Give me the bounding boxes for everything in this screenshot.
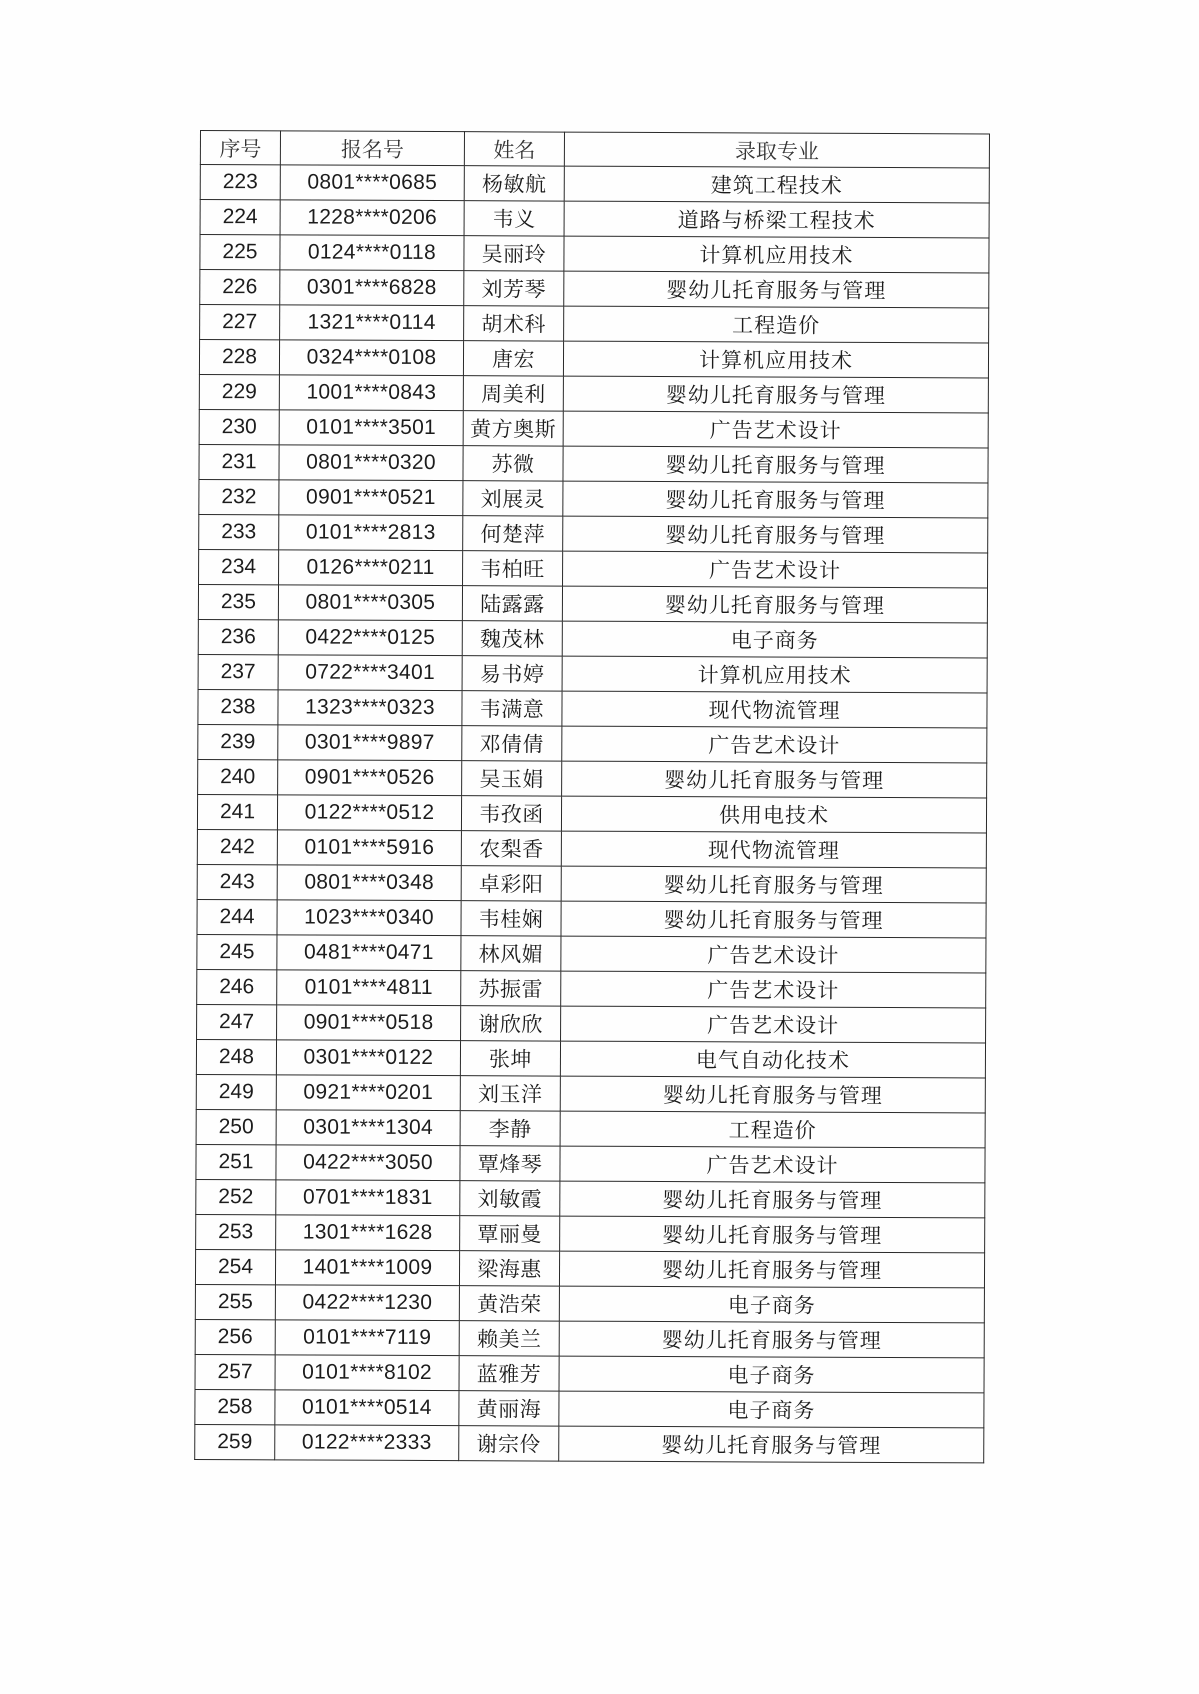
cell-major: 婴幼儿托育服务与管理 bbox=[562, 761, 987, 798]
cell-reg-number: 0101****7119 bbox=[275, 1320, 459, 1356]
cell-seq: 225 bbox=[200, 235, 280, 270]
cell-seq: 231 bbox=[199, 444, 279, 479]
cell-seq: 230 bbox=[199, 409, 279, 444]
cell-reg-number: 0801****0685 bbox=[280, 165, 464, 201]
cell-major: 广告艺术设计 bbox=[563, 551, 988, 588]
cell-reg-number: 0101****0514 bbox=[275, 1390, 459, 1426]
cell-reg-number: 1321****0114 bbox=[280, 305, 464, 341]
table-row bbox=[199, 374, 988, 412]
cell-name: 蓝雅芳 bbox=[459, 1356, 559, 1391]
cell-seq: 235 bbox=[198, 584, 278, 619]
table-row bbox=[196, 1074, 985, 1112]
cell-reg-number: 0422****3050 bbox=[276, 1145, 460, 1181]
cell-major: 电子商务 bbox=[559, 1286, 984, 1323]
cell-name: 唐宏 bbox=[463, 341, 563, 376]
cell-seq: 242 bbox=[197, 829, 277, 864]
table-row bbox=[198, 654, 987, 692]
cell-reg-number: 0301****6828 bbox=[280, 270, 464, 306]
cell-name: 李静 bbox=[460, 1111, 560, 1146]
cell-seq: 244 bbox=[197, 899, 277, 934]
cell-major: 现代物流管理 bbox=[562, 691, 987, 728]
cell-reg-number: 0126****0211 bbox=[279, 550, 463, 586]
cell-name: 黄方奥斯 bbox=[463, 411, 563, 446]
cell-major: 婴幼儿托育服务与管理 bbox=[560, 1181, 985, 1218]
table-row bbox=[200, 200, 989, 238]
cell-reg-number: 0101****2813 bbox=[279, 515, 463, 551]
cell-reg-number: 0122****2333 bbox=[275, 1425, 459, 1461]
cell-major: 电气自动化技术 bbox=[560, 1041, 985, 1078]
cell-name: 韦柏旺 bbox=[463, 551, 563, 586]
cell-major: 婴幼儿托育服务与管理 bbox=[563, 446, 988, 483]
cell-reg-number: 0122****0512 bbox=[277, 795, 461, 831]
header-name: 姓名 bbox=[464, 132, 564, 166]
table-row bbox=[199, 444, 988, 482]
cell-name: 赖美兰 bbox=[459, 1321, 559, 1356]
cell-seq: 232 bbox=[199, 479, 279, 514]
cell-reg-number: 0324****0108 bbox=[279, 340, 463, 376]
cell-seq: 240 bbox=[198, 759, 278, 794]
table-row bbox=[200, 165, 989, 203]
cell-seq: 254 bbox=[195, 1249, 275, 1284]
table-row bbox=[199, 549, 988, 587]
table-row bbox=[196, 1214, 985, 1252]
cell-seq: 239 bbox=[198, 724, 278, 759]
cell-seq: 241 bbox=[197, 794, 277, 829]
table-row bbox=[199, 409, 988, 447]
cell-major: 电子商务 bbox=[559, 1391, 984, 1428]
cell-major: 广告艺术设计 bbox=[561, 971, 986, 1008]
table-row bbox=[200, 235, 989, 273]
cell-major: 婴幼儿托育服务与管理 bbox=[559, 1251, 984, 1288]
cell-reg-number: 1023****0340 bbox=[277, 900, 461, 936]
cell-name: 易书婷 bbox=[462, 656, 562, 691]
table-row bbox=[196, 1039, 985, 1077]
cell-name: 杨敏航 bbox=[464, 166, 564, 201]
cell-reg-number: 0701****1831 bbox=[276, 1180, 460, 1216]
cell-reg-number: 0301****1304 bbox=[276, 1110, 460, 1146]
cell-reg-number: 0801****0305 bbox=[278, 585, 462, 621]
table-row bbox=[196, 1179, 985, 1217]
cell-major: 广告艺术设计 bbox=[561, 1006, 986, 1043]
cell-name: 周美利 bbox=[463, 376, 563, 411]
cell-name: 刘芳琴 bbox=[464, 271, 564, 306]
table-row bbox=[199, 340, 988, 378]
cell-reg-number: 0901****0518 bbox=[277, 1005, 461, 1041]
cell-seq: 228 bbox=[199, 340, 279, 375]
table-row bbox=[197, 934, 986, 972]
cell-reg-number: 0921****0201 bbox=[276, 1075, 460, 1111]
cell-reg-number: 0301****9897 bbox=[278, 725, 462, 761]
cell-major: 婴幼儿托育服务与管理 bbox=[563, 376, 988, 413]
cell-reg-number: 1323****0323 bbox=[278, 690, 462, 726]
admission-table bbox=[194, 130, 990, 1463]
cell-seq: 258 bbox=[195, 1389, 275, 1424]
cell-major: 婴幼儿托育服务与管理 bbox=[560, 1216, 985, 1253]
cell-reg-number: 0101****3501 bbox=[279, 410, 463, 446]
table-row bbox=[197, 794, 986, 832]
table-row bbox=[195, 1284, 984, 1322]
cell-seq: 259 bbox=[195, 1424, 275, 1459]
table-body bbox=[195, 165, 990, 1463]
cell-major: 婴幼儿托育服务与管理 bbox=[559, 1321, 984, 1358]
cell-reg-number: 0422****0125 bbox=[278, 620, 462, 656]
cell-reg-number: 0901****0521 bbox=[279, 480, 463, 516]
cell-name: 黄浩荣 bbox=[459, 1286, 559, 1321]
cell-seq: 227 bbox=[200, 305, 280, 340]
cell-seq: 255 bbox=[195, 1284, 275, 1319]
cell-major: 广告艺术设计 bbox=[563, 411, 988, 448]
table-row bbox=[199, 479, 988, 517]
cell-name: 覃丽曼 bbox=[460, 1216, 560, 1251]
cell-name: 谢宗伶 bbox=[459, 1426, 559, 1461]
table-row bbox=[196, 1109, 985, 1147]
cell-name: 吴玉娟 bbox=[462, 761, 562, 796]
cell-seq: 252 bbox=[196, 1179, 276, 1214]
table-row bbox=[198, 759, 987, 797]
cell-major: 广告艺术设计 bbox=[560, 1146, 985, 1183]
cell-name: 覃烽琴 bbox=[460, 1146, 560, 1181]
cell-major: 电子商务 bbox=[562, 621, 987, 658]
cell-seq: 224 bbox=[200, 200, 280, 235]
cell-reg-number: 0301****0122 bbox=[276, 1040, 460, 1076]
cell-major: 婴幼儿托育服务与管理 bbox=[563, 481, 988, 518]
table-row bbox=[199, 514, 988, 552]
header-reg: 报名号 bbox=[280, 131, 464, 166]
cell-major: 计算机应用技术 bbox=[564, 236, 989, 273]
table-row bbox=[195, 1389, 984, 1427]
cell-major: 婴幼儿托育服务与管理 bbox=[564, 271, 989, 308]
cell-major: 现代物流管理 bbox=[561, 831, 986, 868]
cell-name: 黄丽海 bbox=[459, 1391, 559, 1426]
table-row bbox=[197, 899, 986, 937]
cell-reg-number: 0801****0348 bbox=[277, 865, 461, 901]
cell-name: 魏茂林 bbox=[462, 621, 562, 656]
cell-name: 农梨香 bbox=[461, 831, 561, 866]
cell-reg-number: 0101****4811 bbox=[277, 970, 461, 1006]
cell-seq: 246 bbox=[197, 969, 277, 1004]
cell-name: 何楚萍 bbox=[463, 516, 563, 551]
cell-name: 韦义 bbox=[464, 201, 564, 236]
cell-name: 刘展灵 bbox=[463, 481, 563, 516]
cell-name: 胡术科 bbox=[464, 306, 564, 341]
cell-seq: 249 bbox=[196, 1074, 276, 1109]
cell-name: 谢欣欣 bbox=[461, 1006, 561, 1041]
cell-major: 广告艺术设计 bbox=[561, 936, 986, 973]
cell-name: 刘敏霞 bbox=[460, 1181, 560, 1216]
cell-name: 卓彩阳 bbox=[461, 866, 561, 901]
cell-seq: 247 bbox=[197, 1004, 277, 1039]
cell-major: 电子商务 bbox=[559, 1356, 984, 1393]
cell-seq: 226 bbox=[200, 270, 280, 305]
cell-reg-number: 0101****5916 bbox=[277, 830, 461, 866]
header-row bbox=[200, 131, 989, 168]
cell-seq: 236 bbox=[198, 619, 278, 654]
cell-seq: 253 bbox=[196, 1214, 276, 1249]
table-row bbox=[197, 969, 986, 1007]
cell-major: 婴幼儿托育服务与管理 bbox=[561, 901, 986, 938]
cell-reg-number: 0101****8102 bbox=[275, 1355, 459, 1391]
table-row bbox=[198, 584, 987, 622]
cell-seq: 251 bbox=[196, 1144, 276, 1179]
cell-major: 工程造价 bbox=[564, 306, 989, 343]
cell-seq: 238 bbox=[198, 689, 278, 724]
cell-name: 韦孜函 bbox=[461, 796, 561, 831]
cell-seq: 243 bbox=[197, 864, 277, 899]
cell-seq: 234 bbox=[199, 549, 279, 584]
cell-seq: 237 bbox=[198, 654, 278, 689]
cell-name: 梁海惠 bbox=[459, 1251, 559, 1286]
cell-seq: 223 bbox=[200, 165, 280, 200]
table-row bbox=[200, 305, 989, 343]
cell-name: 苏振雷 bbox=[461, 971, 561, 1006]
cell-seq: 250 bbox=[196, 1109, 276, 1144]
table-row bbox=[195, 1424, 984, 1462]
table-row bbox=[198, 724, 987, 762]
table-header bbox=[200, 131, 989, 168]
cell-major: 婴幼儿托育服务与管理 bbox=[560, 1076, 985, 1113]
cell-seq: 229 bbox=[199, 374, 279, 409]
header-major: 录取专业 bbox=[564, 132, 989, 168]
cell-name: 韦满意 bbox=[462, 691, 562, 726]
cell-major: 计算机应用技术 bbox=[563, 341, 988, 378]
table-row bbox=[195, 1354, 984, 1392]
cell-major: 婴幼儿托育服务与管理 bbox=[561, 866, 986, 903]
cell-reg-number: 0124****0118 bbox=[280, 235, 464, 271]
cell-reg-number: 1401****1009 bbox=[275, 1250, 459, 1286]
cell-reg-number: 0481****0471 bbox=[277, 935, 461, 971]
cell-name: 邓倩倩 bbox=[462, 726, 562, 761]
cell-seq: 233 bbox=[199, 514, 279, 549]
table-row bbox=[196, 1144, 985, 1182]
cell-seq: 256 bbox=[195, 1319, 275, 1354]
cell-reg-number: 0801****0320 bbox=[279, 445, 463, 481]
cell-name: 张坤 bbox=[460, 1041, 560, 1076]
cell-name: 林风媚 bbox=[461, 936, 561, 971]
cell-name: 刘玉洋 bbox=[460, 1076, 560, 1111]
table-row bbox=[198, 689, 987, 727]
cell-major: 建筑工程技术 bbox=[564, 166, 989, 203]
header-seq: 序号 bbox=[200, 131, 280, 165]
cell-seq: 245 bbox=[197, 934, 277, 969]
cell-major: 计算机应用技术 bbox=[562, 656, 987, 693]
cell-name: 苏微 bbox=[463, 446, 563, 481]
table-row bbox=[195, 1319, 984, 1357]
cell-seq: 257 bbox=[195, 1354, 275, 1389]
cell-reg-number: 1228****0206 bbox=[280, 200, 464, 236]
cell-major: 广告艺术设计 bbox=[562, 726, 987, 763]
cell-name: 陆露露 bbox=[462, 586, 562, 621]
table-row bbox=[197, 829, 986, 867]
cell-name: 韦桂娴 bbox=[461, 901, 561, 936]
cell-reg-number: 1301****1628 bbox=[276, 1215, 460, 1251]
cell-major: 婴幼儿托育服务与管理 bbox=[562, 586, 987, 623]
cell-major: 婴幼儿托育服务与管理 bbox=[559, 1426, 984, 1463]
cell-name: 吴丽玲 bbox=[464, 236, 564, 271]
table-row bbox=[198, 619, 987, 657]
cell-reg-number: 1001****0843 bbox=[279, 375, 463, 411]
cell-reg-number: 0722****3401 bbox=[278, 655, 462, 691]
table-row bbox=[200, 270, 989, 308]
cell-major: 供用电技术 bbox=[561, 796, 986, 833]
cell-reg-number: 0422****1230 bbox=[275, 1285, 459, 1321]
cell-reg-number: 0901****0526 bbox=[278, 760, 462, 796]
cell-major: 婴幼儿托育服务与管理 bbox=[563, 516, 988, 553]
table-row bbox=[197, 864, 986, 902]
table-row bbox=[197, 1004, 986, 1042]
cell-seq: 248 bbox=[196, 1039, 276, 1074]
cell-major: 道路与桥梁工程技术 bbox=[564, 201, 989, 238]
cell-major: 工程造价 bbox=[560, 1111, 985, 1148]
table-row bbox=[195, 1249, 984, 1287]
